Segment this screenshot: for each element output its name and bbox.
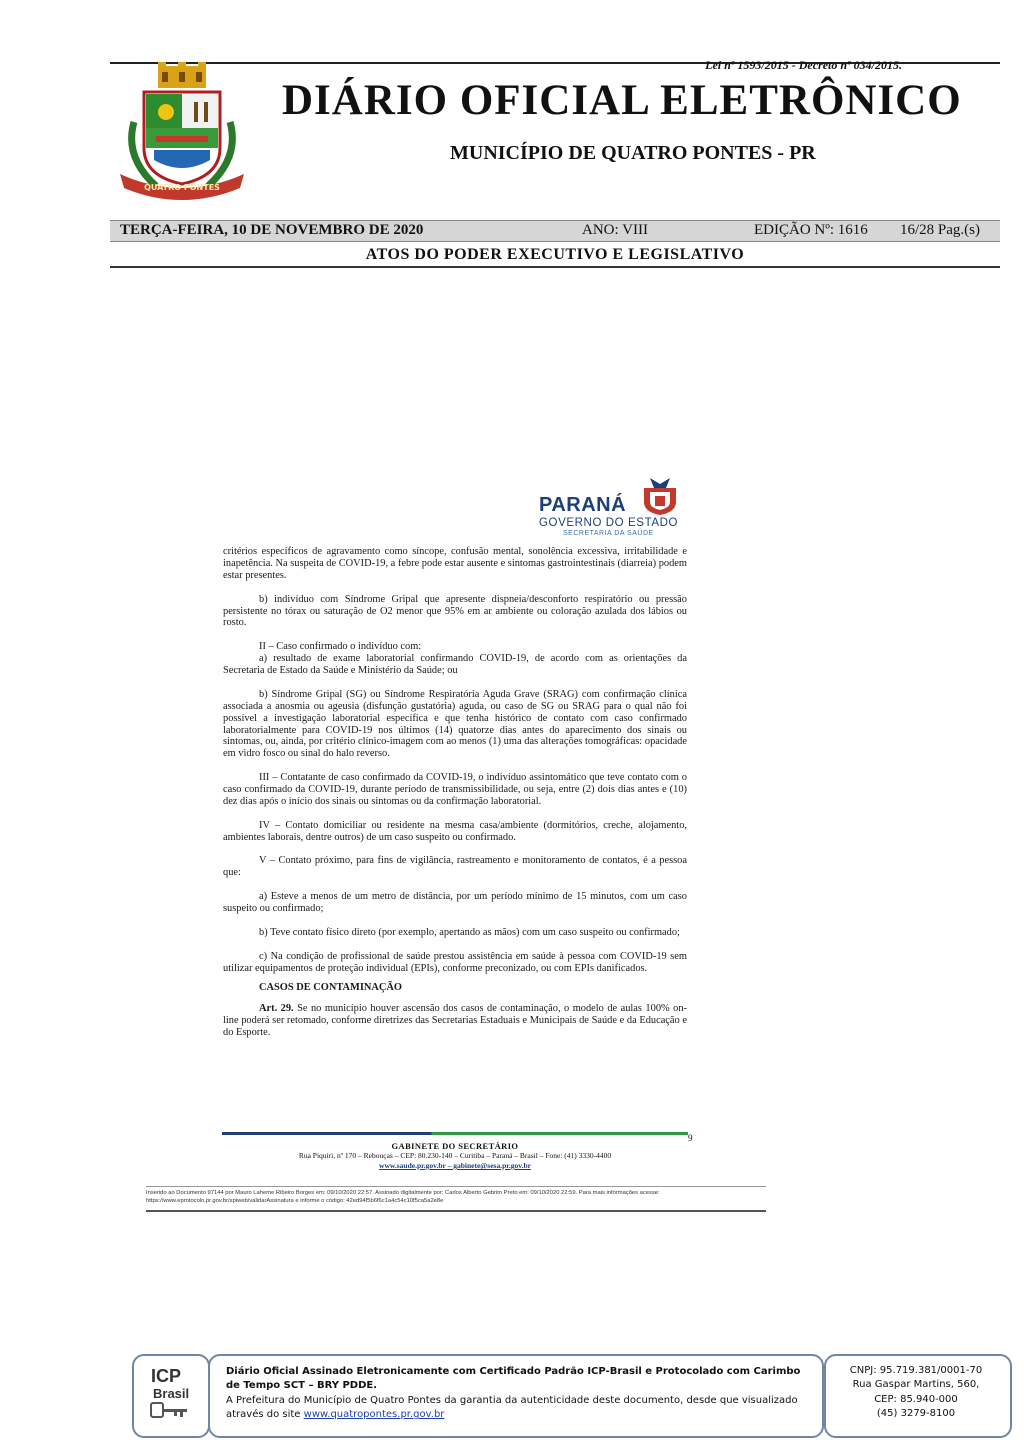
edition-info-bar [110, 220, 1000, 242]
parana-coat-of-arms-icon [636, 476, 684, 516]
municipality-site-link[interactable]: www.quatropontes.pr.gov.br [303, 1409, 445, 1421]
paragraph-item-ii: II – Caso confirmado o indivíduo com: [259, 641, 422, 653]
cnpj-number: CNPJ: 95.719.381/0001-70 [849, 1365, 983, 1376]
certificate-statement: Diário Oficial Assinado Eletronicamente com Certificado Padrão ICP-Brasil e Protocolado com Carimbo de Tempo SCT – BRY PDDE. [226, 1366, 801, 1392]
icp-logo-top: ICP [151, 1366, 182, 1386]
contact-info [826, 1364, 1006, 1422]
authenticity-text: A Prefeitura do Município de Quatro Pontes da garantia da autenticidade deste documento, desde que visualizado através do site [226, 1394, 798, 1421]
footer-color-rule [222, 1132, 688, 1135]
paragraph-item-v-a: a) Esteve a menos de um metro de distância, por um período mínimo de 15 minutos, com um caso suspeito ou confirmado; [223, 891, 687, 915]
phone-number: (45) 3279-8100 [876, 1408, 956, 1420]
edition-number: EDIÇÃO Nº: 1616 [754, 222, 868, 238]
paragraph-item-b: b) indivíduo com Síndrome Gripal que apresente dispneia/desconforto respiratório ou pressão persistente no tórax ou saturação de O2 menor que 95% em ar ambiente ou coloração azulada dos lábios ou rosto. [223, 593, 687, 629]
document-body [223, 546, 687, 1051]
icp-logo-bottom: Brasil [153, 1386, 190, 1401]
paragraph-item-a: a) resultado de exame laboratorial confirmando COVID-19, de acordo com as orientações da Secretaria de Estado da Saúde e Ministério da Saúde; ou [223, 653, 687, 677]
key-icon [150, 1400, 190, 1420]
postal-code: CEP: 85.940-000 [874, 1393, 958, 1405]
paragraph-item-iv: IV – Contato domiciliar ou residente na mesma casa/ambiente (dormitórios, creche, alojamento, ambientes laborais, dentre outros) de um caso suspeito ou confirmado. [223, 819, 687, 843]
paragraph-item-iii: III – Contatante de caso confirmado da COVID-19, o indivíduo assintomático que teve contato com o caso confirmado da COVID-19, durante período de transmissibilidade, ou seja, entre (2) dois dias antes e (10) dez dias após o início dos sinais ou sintomas ou da confirmação laboratorial. [223, 772, 687, 807]
street-address: Rua Gaspar Martins, 560, [852, 1379, 980, 1391]
footer-office-address: Rua Piquiri, nº 170 – Rebouças – CEP: 80.230-140 – Curitiba – Paraná – Brasil – Fone: (41) 3330-4400 [298, 1151, 612, 1160]
parana-logo-name: PARANÁ [539, 494, 627, 516]
paragraph-item-b-2: b) Síndrome Gripal (SG) ou Síndrome Respiratória Aguda Grave (SRAG) com confirmação clínica associada a anosmia ou ageusia (disfunção gustatória) aguda, ou caso de SG ou SRAG para o qual não foi possível a investigação laboratorial específica e que tenha histórico de contato com caso confirmado laboratorialmente para COVID-19 nos últimos (14) quatorze dias antes do aparecimento dos sinais ou sintomas, ou, ainda, por critério clínico-imagem com ao menos (1) uma das alterações tomográficas: opacidade em vidro fosco ou sinal do halo reverso. [223, 688, 687, 760]
paragraph-item-v: V – Contato próximo, para fins de vigilância, rastreamento e monitoramento de contatos, é a pessoa que: [223, 855, 687, 879]
article-label: Art. 29. [259, 1003, 294, 1015]
edition-date: TERÇA-FEIRA, 10 DE NOVEMBRO DE 2020 [120, 222, 424, 238]
scan-note-rule [146, 1186, 766, 1187]
scan-bottom-edge [146, 1210, 766, 1212]
edition-year: ANO: VIII [582, 222, 648, 238]
insertion-note: Inserido ao Documento 97144 por Mauro Laheme Ribeiro Borges em: 09/10/2020 22:57. Assinado digitalmente por: Carlos Alberto Gebrim Preto em: 09/10/2020 22:59. Para mais informações acesse: https://www.eprotocolo.pr.gov.br/spiweb/validarAssinatura e informe o código: 42ed94f5b6f6c1a4c54c10f5ca5a2e8e [146, 1190, 660, 1204]
paragraph-item-v-c: c) Na condição de profissional de saúde prestou assistência em saúde à pessoa com COVID-19 sem utilizar equipamentos de proteção individual (EPIs), conforme preconizado, ou com EPIs danificados. [223, 950, 687, 974]
crest-ribbon-label: QUATRO PONTES [144, 183, 220, 192]
law-reference: Lei nº 1593/2015 - Decreto nº 034/2015. [705, 58, 902, 72]
journal-title: DIÁRIO OFICIAL ELETRÔNICO [282, 77, 962, 124]
authenticity-statement [226, 1394, 806, 1423]
section-heading-contamination: CASOS DE CONTAMINAÇÃO [259, 982, 402, 994]
article-text: Se no município houver ascensão dos casos de contaminação, o modelo de aulas 100% on-line poderá ser retomado, conforme diretrizes das Secretarias Estaduais e Municipais de Saúde e da Educação e do Esporte. [223, 1003, 687, 1039]
footer-office-title: GABINETE DO SECRETÁRIO [391, 1141, 519, 1151]
scan-page-number: 9 [688, 1133, 693, 1143]
page-count: 16/28 Pag.(s) [900, 222, 980, 238]
paragraph-item-v-b: b) Teve contato físico direto (por exemplo, apertando as mãos) com um caso suspeito ou confirmado; [259, 926, 680, 938]
paragraph-continuation: critérios específicos de agravamento como síncope, confusão mental, sonolência excessiva, irritabilidade e inapetência. Na suspeita de COVID-19, a febre pode estar ausente e sintomas gastrointestinais (diarreia) podem estar presentes. [223, 546, 687, 581]
certificate-text [226, 1365, 806, 1423]
article-29 [223, 1003, 687, 1039]
parana-logo-secretariat: SECRETARIA DA SAÚDE [563, 530, 654, 537]
footer-office-links[interactable]: www.saude.pr.gov.br – gabinete@sesa.pr.gov.br [379, 1161, 531, 1170]
municipal-crest-icon [116, 62, 248, 200]
parana-logo-government: GOVERNO DO ESTADO [539, 517, 679, 529]
section-title: ATOS DO PODER EXECUTIVO E LEGISLATIVO [365, 246, 745, 263]
section-rule [110, 266, 1000, 268]
municipality-name: MUNICÍPIO DE QUATRO PONTES - PR [450, 142, 816, 164]
